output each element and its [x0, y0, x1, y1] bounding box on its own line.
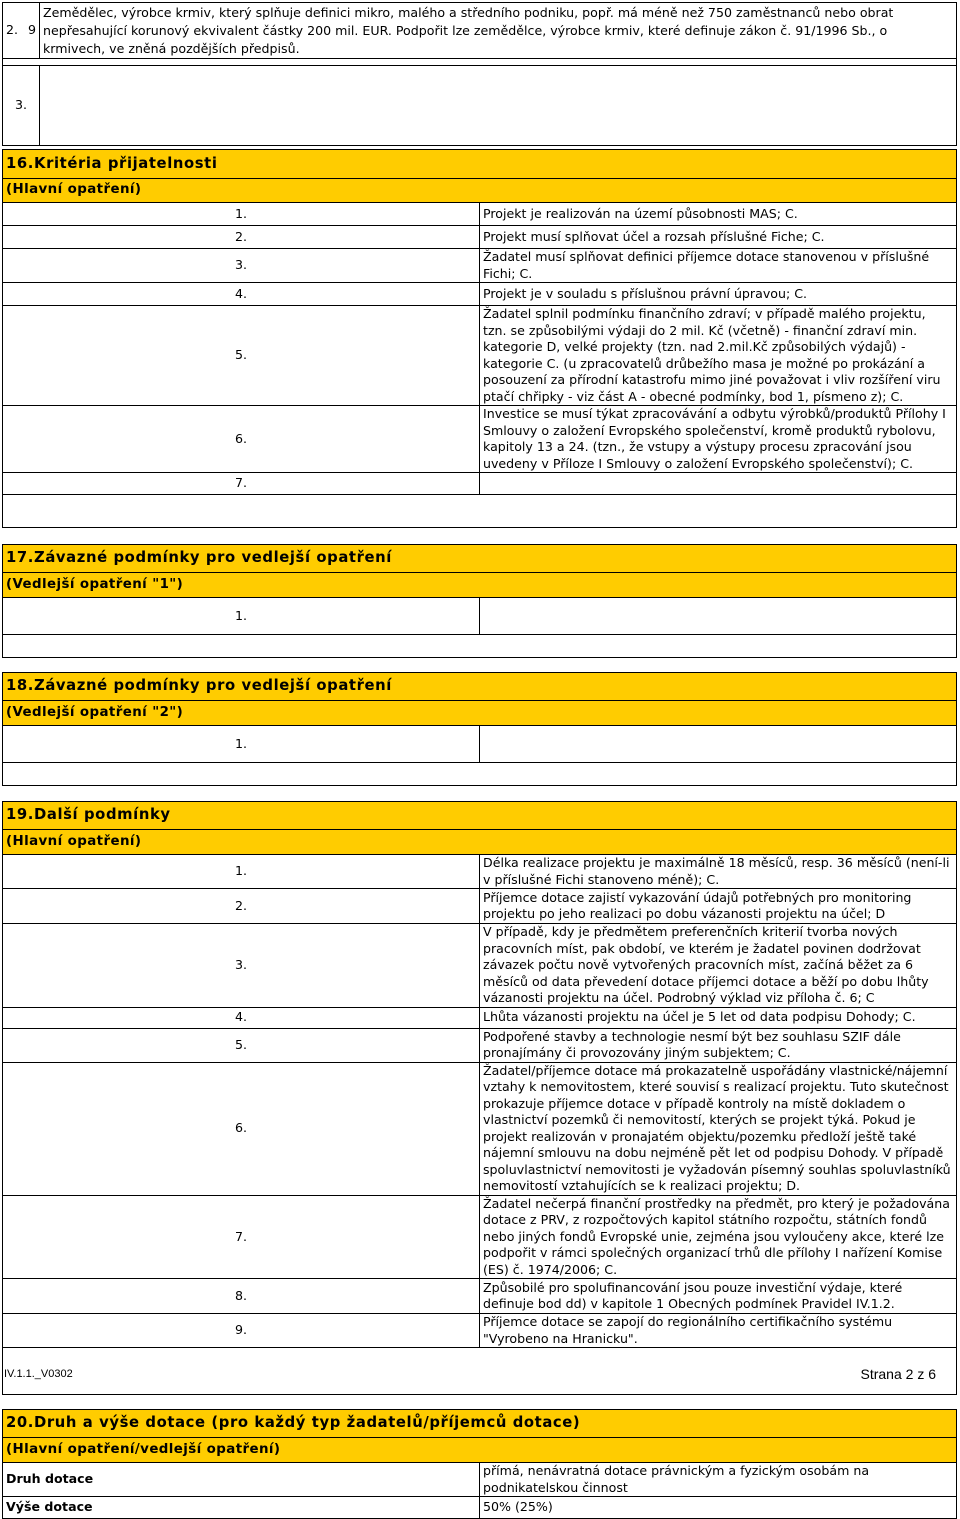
row-number [3, 3, 40, 59]
item-text: Podpořené stavby a technologie nesmí být bez souhlasu SZIF dále pronajímány či provozovány jiným subjektem; C. [480, 1028, 957, 1062]
item-num: 2. [3, 889, 480, 924]
blank-row [3, 763, 957, 786]
section-18 [2, 672, 957, 786]
item-text: Žadatel splnil podmínku finančního zdraví; v případě malého projektu, tzn. se způsobilými výdaji do 2 mil. Kč (včetně) - finanční zdraví min. kategorie D, velké projekty (tzn. nad 2.mil.Kč způsobilých výdajů) - kategorie C. (u zpracovatelů drůbežího masa je možné po prokázání a posouzení za přírodní katastrofu mimo jiné považovat i vliv rozšíření viru ptačí chřipky - viz část A - obecné podmínky, bod 1, písmeno z); C. [480, 306, 957, 406]
section-20 [2, 1409, 957, 1519]
item-num: 7. [3, 1195, 480, 1279]
item-num: 4. [3, 283, 480, 306]
item-num: 9. [3, 1314, 480, 1348]
blank-row [3, 495, 957, 528]
section-title: 19.Další podmínky [3, 802, 957, 830]
item-num: 2. [3, 226, 480, 249]
item-text: Lhůta vázanosti projektu na účel je 5 let od data podpisu Dohody; C. [480, 1007, 957, 1028]
item-text: Žadatel/příjemce dotace má prokazatelně uspořádány vlastnické/nájemní vztahy k nemovitostem, které souvisí s realizací projektu. Tuto skutečnost prokazuje příjemce dotace v případě kontroly na místě dokladem o vlastnictví pozemků či nemovitostí, kterých se projekt týká. Pokud je projekt realizován v pronajatém objektu/pozemku předloží ještě také nájemní smlouvu na dobu nejméně pět let od podpisu Dohody. V případě spoluvlastnictví nemovitosti je vyžadován písemný souhlas spoluvlastníků nemovitostí vztahujících se k realizaci projektu; D. [480, 1062, 957, 1195]
row-text: Zemědělec, výrobce krmiv, který splňuje definici mikro, malého a středního podniku, popř. má méně než 750 zaměstnanců nebo obrat nepřesahující korunový ekvivalent částky 200 mil. EUR. Podpořit lze zemědělce, výrobce krmiv, které definuje zákon č. 91/1996 Sb., o krmivech, ve zněná pozdějších předpisů. [40, 3, 957, 59]
row-text [40, 66, 957, 146]
item-text: Projekt musí splňovat účel a rozsah příslušné Fiche; C. [480, 226, 957, 249]
item-text: Žadatel nečerpá finanční prostředky na předmět, pro který je požadována dotace z PRV, z rozpočtových kapitol státního rozpočtu, státních fondů nebo jiných fondů Evropské unie, zejména jsou vyloučeny akce, které lze podpořit v rámci společných organizací trhů dle přílohy I nařízení Komise (ES) č. 1974/2006; C. [480, 1195, 957, 1279]
item-num: 1. [3, 726, 480, 763]
section-title: 18.Závazné podmínky pro vedlejší opatření [3, 673, 957, 701]
page-number: Strana 2 z 6 [860, 1366, 936, 1382]
section-17 [2, 544, 957, 658]
section-subtitle: (Hlavní opatření/vedlejší opatření) [3, 1438, 957, 1463]
vyse-dotace-label: Výše dotace [3, 1497, 480, 1519]
item-num: 8. [3, 1279, 480, 1314]
item-text: Projekt je v souladu s příslušnou právní úpravou; C. [480, 283, 957, 306]
item-num: 7. [3, 473, 480, 495]
row-num: 2. [5, 22, 18, 38]
item-text: Projekt je realizován na území působnosti MAS; C. [480, 203, 957, 226]
item-text: Žadatel musí splňovat definici příjemce dotace stanovenou v příslušné Fichi; C. [480, 249, 957, 283]
row-sub: 9 [28, 22, 37, 38]
section-19 [2, 801, 957, 1395]
item-num: 3. [3, 924, 480, 1008]
section-subtitle: (Hlavní opatření) [3, 830, 957, 855]
item-text: Způsobilé pro spolufinancování jsou pouze investiční výdaje, které definuje bod dd) v kapitole 1 Obecných podmínek Pravidel IV.1.2. [480, 1279, 957, 1314]
item-text [480, 726, 957, 763]
section-subtitle: (Hlavní opatření) [3, 179, 957, 203]
section-16 [2, 149, 957, 528]
item-text: Příjemce dotace se zapojí do regionálního certifikačního systému "Vyrobeno na Hranicku". [480, 1314, 957, 1348]
item-num: 6. [3, 1062, 480, 1195]
item-num: 3. [3, 249, 480, 283]
top-table [2, 2, 957, 146]
section-title: 20.Druh a výše dotace (pro každý typ žadatelů/příjemců dotace) [3, 1410, 957, 1438]
item-num: 5. [3, 1028, 480, 1062]
blank-row [3, 1348, 957, 1395]
druh-dotace-label: Druh dotace [3, 1463, 480, 1497]
document-code: IV.1.1._V0302 [4, 1368, 73, 1380]
section-subtitle: (Vedlejší opatření "2") [3, 701, 957, 726]
item-text [480, 598, 957, 635]
item-num: 1. [3, 203, 480, 226]
druh-dotace-value: přímá, nenávratná dotace právnickým a fyzickým osobám na podnikatelskou činnost [480, 1463, 957, 1497]
item-num: 1. [3, 598, 480, 635]
item-num: 4. [3, 1007, 480, 1028]
item-text: Příjemce dotace zajistí vykazování údajů potřebných pro monitoring projektu po jeho realizaci po dobu vázanosti projektu na účel; D [480, 889, 957, 924]
item-text: Investice se musí týkat zpracovávání a odbytu výrobků/produktů Přílohy I Smlouvy o založení Evropského společenství, kromě produktů rybolovu, kapitoly 13 a 24. (tzn., že vstupy a výstupy procesu zpracování jsou uvedeny v Příloze I Smlouvy o založení Evropského společenství); C. [480, 406, 957, 473]
item-num: 6. [3, 406, 480, 473]
item-text: Délka realizace projektu je maximálně 18 měsíců, resp. 36 měsíců (není-li v příslušné Fichi stanoveno méně); C. [480, 855, 957, 889]
item-num: 1. [3, 855, 480, 889]
section-subtitle: (Vedlejší opatření "1") [3, 573, 957, 598]
item-text: V případě, kdy je předmětem preferenčních kriterií tvorba nových pracovních míst, pak období, ve kterém je žadatel povinen dodržovat závazek počtu nově vytvořených pracovních míst, začíná běžet za 6 měsíců od data převedení dotace příjemci dotace a běží po dobu lhůty vázanosti projektu na účel. Podrobný výklad viz příloha č. 6; C [480, 924, 957, 1008]
section-title: 16.Kritéria přijatelnosti [3, 150, 957, 179]
item-num: 5. [3, 306, 480, 406]
section-title: 17.Závazné podmínky pro vedlejší opatření [3, 545, 957, 573]
blank-row [3, 635, 957, 658]
vyse-dotace-value: 50% (25%) [480, 1497, 957, 1519]
row-number: 3. [3, 66, 40, 146]
item-text [480, 473, 957, 495]
